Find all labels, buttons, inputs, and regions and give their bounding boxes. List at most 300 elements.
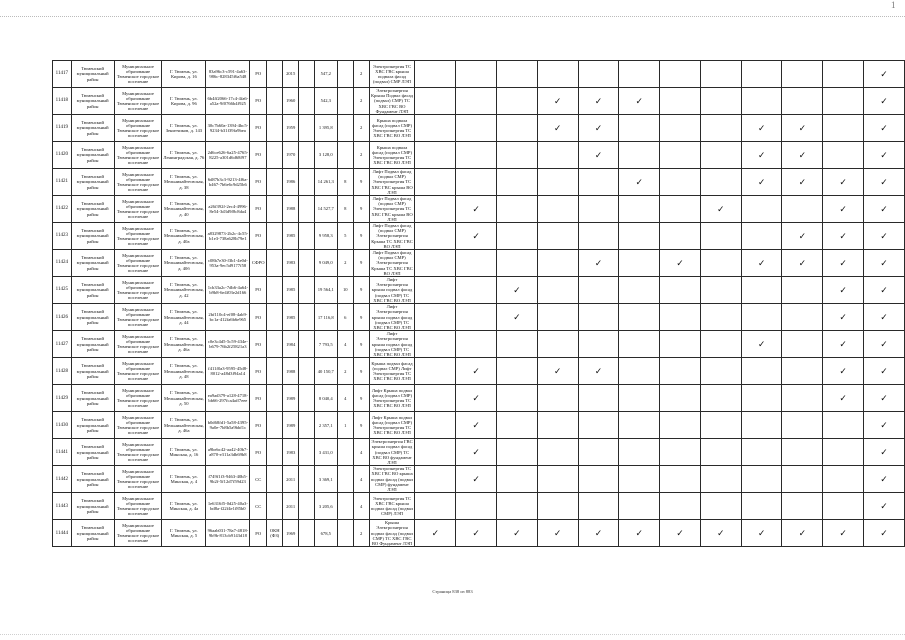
cell-rent — [267, 223, 283, 250]
cell-blank — [299, 250, 315, 277]
check-mark-icon: ✓ — [594, 365, 603, 376]
tick-cell-4 — [537, 331, 578, 358]
tick-cell-11 — [823, 358, 864, 385]
check-mark-icon: ✓ — [635, 176, 644, 187]
tick-cell-11 — [823, 115, 864, 142]
tick-cell-5 — [578, 412, 619, 439]
tick-cell-3 — [497, 115, 538, 142]
check-mark-icon: ✓ — [757, 176, 766, 187]
tick-cell-10 — [782, 385, 823, 412]
tick-cell-11 — [823, 142, 864, 169]
cell-blank — [299, 115, 315, 142]
tick-cell-1 — [415, 169, 456, 196]
cell-blank — [299, 358, 315, 385]
tick-cell-8 — [700, 520, 741, 547]
cell-area: 9 049,0 — [314, 250, 337, 277]
tick-cell-12 — [864, 61, 905, 88]
cell-address: Г. Тюмень, ул. Мельникайтесвская, д. 42 — [162, 277, 206, 304]
check-mark-icon: ✓ — [676, 257, 684, 268]
tick-cell-2 — [456, 304, 497, 331]
cell-area: 3 431,0 — [314, 439, 337, 466]
cell-floors — [337, 61, 353, 88]
tick-cell-10 — [782, 169, 823, 196]
check-mark-icon: ✓ — [880, 230, 888, 241]
cell-works: Лифт Электроэнергия крыша подвал фасад (подвал СМР) ТС ХВС ГВС ВО ЛЭП — [369, 304, 415, 331]
tick-cell-7 — [660, 223, 701, 250]
cell-form: РО — [250, 412, 267, 439]
cell-floors — [337, 88, 353, 115]
cell-year: 1983 — [283, 439, 299, 466]
check-mark-icon: ✓ — [880, 176, 888, 187]
cell-form: РО — [250, 88, 267, 115]
tick-cell-4 — [537, 142, 578, 169]
cell-blank — [299, 331, 315, 358]
cell-guid: f411f0a3-9595-45d8-8012-a48d3f94a14 — [206, 358, 250, 385]
tick-cell-2 — [456, 250, 497, 277]
tick-cell-9 — [741, 196, 782, 223]
cell-address: Г. Тюмень, ул. Мельникайтесвская, д. 40б — [162, 250, 206, 277]
cell-form: РО — [250, 142, 267, 169]
check-mark-icon: ✓ — [880, 446, 888, 457]
tick-cell-9 — [741, 358, 782, 385]
tick-cell-2 — [456, 493, 497, 520]
cell-year: 2011 — [283, 493, 299, 520]
cell-district: Тюменский муниципальный район — [71, 196, 114, 223]
tick-cell-1 — [415, 250, 456, 277]
cell-blank — [299, 304, 315, 331]
cell-owner: Муниципальное образование Тюменское городское поселение — [114, 61, 162, 88]
check-mark-icon: ✓ — [839, 284, 847, 295]
tick-cell-7 — [660, 115, 701, 142]
cell-form: РО — [250, 115, 267, 142]
cell-blank — [299, 88, 315, 115]
cell-blank — [299, 169, 315, 196]
cell-id: 11429 — [53, 385, 72, 412]
tick-cell-1 — [415, 412, 456, 439]
check-mark-icon: ✓ — [839, 203, 847, 214]
tick-cell-2 — [456, 358, 497, 385]
tick-cell-2 — [456, 115, 497, 142]
cell-floors: 8 — [337, 196, 353, 223]
cell-id: 11428 — [53, 358, 72, 385]
tick-cell-8 — [700, 196, 741, 223]
cell-guid: a9bebc42-aa42-40b7-a870-e311a3db69b8 — [206, 439, 250, 466]
tick-cell-9 — [741, 304, 782, 331]
cell-floors: 8 — [337, 169, 353, 196]
check-mark-icon: ✓ — [757, 122, 766, 133]
tick-cell-11 — [823, 385, 864, 412]
tick-cell-10 — [782, 520, 823, 547]
cell-owner: Муниципальное образование Тюменское городское поселение — [114, 439, 162, 466]
tick-cell-6 — [619, 115, 660, 142]
tick-cell-10 — [782, 196, 823, 223]
check-mark-icon: ✓ — [757, 257, 766, 268]
tick-cell-1 — [415, 466, 456, 493]
tick-cell-5 — [578, 142, 619, 169]
tick-cell-10 — [782, 88, 823, 115]
tick-cell-6 — [619, 196, 660, 223]
tick-cell-1 — [415, 196, 456, 223]
cell-year: 1988 — [283, 196, 299, 223]
tick-cell-4 — [537, 385, 578, 412]
tick-cell-9 — [741, 277, 782, 304]
tick-cell-2 — [456, 520, 497, 547]
tick-cell-6 — [619, 277, 660, 304]
check-mark-icon: ✓ — [880, 473, 888, 484]
cell-form: РО — [250, 61, 267, 88]
tick-cell-10 — [782, 223, 823, 250]
tick-cell-11 — [823, 196, 864, 223]
tick-cell-3 — [497, 88, 538, 115]
check-mark-icon: ✓ — [880, 338, 888, 349]
cell-rent — [267, 331, 283, 358]
cell-year: 1983 — [283, 250, 299, 277]
check-mark-icon: ✓ — [472, 527, 480, 538]
cell-address: Г. Тюмень, ул. Кирова, д. 96 — [162, 88, 206, 115]
cell-district: Тюменский муниципальный район — [71, 304, 114, 331]
table-row — [53, 520, 905, 547]
table-row — [53, 493, 905, 520]
cell-floors: 4 — [337, 385, 353, 412]
cell-works: Крыша подвала фасад (подвал СМР) Электроэнергия ТС ХВС ГВС ВО ЛЭП — [369, 142, 415, 169]
cell-guid: 1e6316f5-0d25-40a3-bd8a-f22f4e1f85b0 — [206, 493, 250, 520]
cell-id: 11426 — [53, 304, 72, 331]
check-mark-icon: ✓ — [472, 446, 480, 457]
cell-rent — [267, 169, 283, 196]
tick-cell-12 — [864, 304, 905, 331]
cell-entrances: 9 — [353, 385, 369, 412]
check-mark-icon: ✓ — [676, 527, 684, 538]
tick-cell-5 — [578, 439, 619, 466]
cell-form: РО — [250, 331, 267, 358]
check-mark-icon: ✓ — [513, 311, 521, 322]
tick-cell-10 — [782, 277, 823, 304]
check-mark-icon: ✓ — [513, 284, 521, 295]
cell-floors — [337, 493, 353, 520]
cell-entrances: 2 — [353, 61, 369, 88]
cell-id: 11422 — [53, 196, 72, 223]
cell-floors — [337, 466, 353, 493]
tick-cell-8 — [700, 304, 741, 331]
tick-cell-8 — [700, 115, 741, 142]
cell-rent — [267, 385, 283, 412]
cell-address: Г. Тюмень, ул. Ленинградская, д. 76 — [162, 142, 206, 169]
table-row — [53, 169, 905, 196]
tick-cell-6 — [619, 385, 660, 412]
cell-address: Г. Тюмень, ул. Мельникайтесвская, д. 46а — [162, 331, 206, 358]
cell-floors: 2 — [337, 250, 353, 277]
check-mark-icon: ✓ — [839, 257, 847, 268]
tick-cell-8 — [700, 250, 741, 277]
tick-cell-12 — [864, 358, 905, 385]
tick-cell-8 — [700, 493, 741, 520]
check-mark-icon: ✓ — [717, 527, 725, 538]
tick-cell-10 — [782, 439, 823, 466]
tick-cell-4 — [537, 250, 578, 277]
tick-cell-12 — [864, 88, 905, 115]
cell-owner: Муниципальное образование Тюменское городское поселение — [114, 277, 162, 304]
tick-cell-10 — [782, 412, 823, 439]
tick-cell-7 — [660, 385, 701, 412]
cell-form: РО — [250, 520, 267, 547]
tick-cell-3 — [497, 331, 538, 358]
tick-cell-6 — [619, 88, 660, 115]
cell-district: Тюменский муниципальный район — [71, 520, 114, 547]
cell-floors: 6 — [337, 304, 353, 331]
tick-cell-7 — [660, 412, 701, 439]
table-row — [53, 385, 905, 412]
tick-cell-10 — [782, 331, 823, 358]
tick-cell-7 — [660, 250, 701, 277]
tick-cell-5 — [578, 115, 619, 142]
cell-id: 11417 — [53, 61, 72, 88]
tick-cell-1 — [415, 142, 456, 169]
cell-guid: 2d6ce626-6a25-4765-8225-a301d6d68f97 — [206, 142, 250, 169]
cell-address: Г. Тюмень, ул. Минская, д. 16 — [162, 439, 206, 466]
cell-year: 1984 — [283, 331, 299, 358]
tick-cell-8 — [700, 223, 741, 250]
cell-year: 1985 — [283, 223, 299, 250]
cell-form: РО — [250, 277, 267, 304]
tick-cell-7 — [660, 304, 701, 331]
table-row — [53, 439, 905, 466]
cell-works: Лифт Крыша подвал фасад (подвал СМР) Электроэнергия ТС ХВС ГВС ВО ЛЭП — [369, 412, 415, 439]
tick-cell-9 — [741, 61, 782, 88]
cell-address: Г. Тюмень, ул. Мельникайтесвская, д. 46а — [162, 412, 206, 439]
check-mark-icon: ✓ — [472, 473, 480, 484]
cell-guid: ea9ad379-a128-4718-bb66-297fca4aff7eee — [206, 385, 250, 412]
tick-cell-7 — [660, 493, 701, 520]
cell-floors: 10 — [337, 277, 353, 304]
check-mark-icon: ✓ — [594, 257, 603, 268]
cell-guid: 30c7b60a-1394-4bc5-9234-b31f39fa9bea — [206, 115, 250, 142]
cell-works: Крыша Электроэнергия подвал фасад (подвал СМР) ТС ХВС ГВС ВО Фундамент ЛЭП — [370, 520, 414, 546]
tick-cell-10 — [782, 493, 823, 520]
tick-cell-4 — [537, 61, 578, 88]
cell-district: Тюменский муниципальный район — [71, 466, 114, 493]
cell-works: Лифт Подвал фасад (подвал СМР) Электроэнергия ТС ХВС ГВС крыша ВО ЛЭП — [369, 169, 415, 196]
tick-cell-3 — [497, 466, 538, 493]
check-mark-icon: ✓ — [839, 392, 847, 403]
tick-cell-8 — [700, 169, 741, 196]
tick-cell-6 — [619, 142, 660, 169]
tick-cell-6 — [619, 520, 660, 547]
cell-guid: a26f392f-2ec4-4996-8e54-3d3d9f8c8da4 — [206, 196, 250, 223]
tick-cell-2 — [456, 169, 497, 196]
tick-cell-9 — [741, 88, 782, 115]
tick-cell-8 — [700, 142, 741, 169]
tick-cell-8 — [700, 439, 741, 466]
cell-rent: ОКН (ФЗ) — [267, 520, 283, 547]
cell-entrances: 2 — [353, 88, 369, 115]
tick-cell-10 — [782, 250, 823, 277]
tick-cell-5 — [578, 331, 619, 358]
tick-cell-6 — [619, 439, 660, 466]
cell-owner: Муниципальное образование Тюменское городское поселение — [114, 250, 162, 277]
tick-cell-3 — [497, 520, 538, 547]
tick-cell-2 — [456, 277, 497, 304]
tick-cell-1 — [415, 493, 456, 520]
table-row — [53, 88, 905, 115]
tick-cell-7 — [660, 61, 701, 88]
tick-cell-1 — [415, 385, 456, 412]
check-mark-icon: ✓ — [798, 149, 807, 160]
table-row — [53, 223, 905, 250]
cell-rent — [267, 142, 283, 169]
page-corner-mark: 1 — [891, 0, 896, 10]
check-mark-icon: ✓ — [594, 95, 603, 106]
cell-year: 1986 — [283, 169, 299, 196]
check-mark-icon: ✓ — [798, 122, 807, 133]
table-row — [53, 250, 905, 277]
cell-district: Тюменский муниципальный район — [71, 439, 114, 466]
tick-cell-7 — [660, 277, 701, 304]
tick-cell-9 — [741, 466, 782, 493]
tick-cell-9 — [741, 439, 782, 466]
tick-cell-5 — [578, 520, 619, 547]
tick-cell-10 — [782, 61, 823, 88]
cell-rent — [267, 88, 283, 115]
check-mark-icon: ✓ — [757, 527, 766, 538]
check-mark-icon: ✓ — [553, 95, 562, 106]
check-mark-icon: ✓ — [594, 149, 603, 160]
check-mark-icon: ✓ — [880, 365, 888, 376]
tick-cell-7 — [660, 169, 701, 196]
cell-rent — [267, 358, 283, 385]
tick-cell-2 — [456, 142, 497, 169]
tick-cell-5 — [578, 250, 619, 277]
tick-cell-7 — [660, 88, 701, 115]
tick-cell-11 — [823, 277, 864, 304]
cell-guid: 96aab031-78a7-4818-9b9b-813cb9143d18 — [206, 520, 250, 547]
cell-address: Г. Тюмень, ул. Мельникайтесвская, д. 44 — [162, 304, 206, 331]
tick-cell-10 — [782, 115, 823, 142]
cell-owner: Муниципальное образование Тюменское городское поселение — [114, 196, 162, 223]
check-mark-icon: ✓ — [798, 176, 807, 187]
check-mark-icon: ✓ — [880, 95, 888, 106]
cell-works: Лифт Электроэнергия крыша подвал фасад (подвал СМР) ТС ХВС ГВС ВО ЛЭП — [369, 277, 415, 304]
tick-cell-3 — [497, 61, 538, 88]
tick-cell-8 — [700, 277, 741, 304]
cell-district: Тюменский муниципальный район — [71, 385, 114, 412]
cell-id: 11427 — [53, 331, 72, 358]
check-mark-icon: ✓ — [880, 203, 888, 214]
tick-cell-12 — [864, 412, 905, 439]
cell-address: Г. Тюмень, ул. Минская, д. 5 — [162, 520, 206, 547]
cell-form: СС — [250, 466, 267, 493]
page-footer: Страница 838 из 883 — [432, 589, 473, 594]
tick-cell-1 — [415, 439, 456, 466]
check-mark-icon: ✓ — [513, 527, 521, 538]
cell-address: Г. Тюмень, ул. Зенитчиков, д. 143 — [162, 115, 206, 142]
cell-blank — [299, 142, 315, 169]
cell-year: 1989 — [283, 385, 299, 412]
cell-area: 3 205,6 — [314, 493, 337, 520]
tick-cell-9 — [741, 412, 782, 439]
cell-owner: Муниципальное образование Тюменское городское поселение — [114, 331, 162, 358]
housing-register-table — [52, 60, 905, 547]
cell-district: Тюменский муниципальный район — [71, 88, 114, 115]
cell-guid: c08b7e30-f3b1-4e0d-953a-9ec5d9177f58 — [206, 250, 250, 277]
cell-entrances: 9 — [353, 358, 369, 385]
tick-cell-7 — [660, 331, 701, 358]
scan-top-line — [0, 16, 905, 17]
cell-floors — [337, 520, 353, 547]
tick-cell-5 — [578, 88, 619, 115]
cell-id: 11441 — [53, 439, 72, 466]
tick-cell-1 — [415, 304, 456, 331]
cell-works: Электроэнергия ТС ХВС ГВС крыша подвал фасад (подвал СМР) ЛЭП — [369, 493, 415, 520]
tick-cell-4 — [537, 88, 578, 115]
tick-cell-5 — [578, 223, 619, 250]
check-mark-icon: ✓ — [798, 257, 807, 268]
cell-area: 3 369,1 — [314, 466, 337, 493]
cell-district: Тюменский муниципальный район — [71, 223, 114, 250]
check-mark-icon: ✓ — [880, 257, 888, 268]
cell-id: 11423 — [53, 223, 72, 250]
tick-cell-6 — [619, 331, 660, 358]
cell-entrances: 9 — [353, 277, 369, 304]
tick-cell-7 — [660, 520, 701, 547]
cell-rent — [267, 466, 283, 493]
tick-cell-6 — [619, 412, 660, 439]
tick-cell-12 — [864, 520, 905, 547]
tick-cell-4 — [537, 115, 578, 142]
tick-cell-12 — [864, 115, 905, 142]
cell-guid: a8329873-2b2c-4c55-b1e3-738a628b79e1 — [206, 223, 250, 250]
cell-address: Г. Тюмень, ул. Минская, д. 4 — [162, 466, 206, 493]
cell-area: 678,5 — [314, 520, 337, 547]
tick-cell-4 — [537, 277, 578, 304]
cell-owner: Муниципальное образование Тюменское городское поселение — [114, 466, 162, 493]
cell-address: Г. Тюмень, ул. Мельникайтесвская, д. 48 — [162, 358, 206, 385]
tick-cell-7 — [660, 142, 701, 169]
table-row — [53, 115, 905, 142]
cell-rent — [267, 196, 283, 223]
cell-entrances: 9 — [353, 223, 369, 250]
cell-entrances: 9 — [353, 250, 369, 277]
table-row — [53, 277, 905, 304]
tick-cell-8 — [700, 412, 741, 439]
tick-cell-11 — [823, 412, 864, 439]
cell-blank — [299, 277, 315, 304]
cell-address: Г. Тюмень, ул. Мельникайтесвская, д. 40а — [162, 223, 206, 250]
tick-cell-3 — [497, 493, 538, 520]
tick-cell-10 — [782, 304, 823, 331]
cell-area: 547,2 — [314, 61, 337, 88]
cell-blank — [299, 223, 315, 250]
cell-works: Крыша подвала фасад (подвал СМР) Электроэнергия ТС ХВС ГВС ВО ЛЭП — [369, 115, 415, 142]
check-mark-icon: ✓ — [798, 527, 807, 538]
check-mark-icon: ✓ — [635, 95, 644, 106]
cell-works: Электроэнергия ТС ХВС ГВС ВО крыша подвал фасад (подвал СМР) фундамент ЛЭП — [370, 466, 414, 492]
check-mark-icon: ✓ — [839, 527, 847, 538]
tick-cell-1 — [415, 61, 456, 88]
tick-cell-10 — [782, 358, 823, 385]
tick-cell-5 — [578, 169, 619, 196]
tick-cell-12 — [864, 277, 905, 304]
tick-cell-3 — [497, 412, 538, 439]
check-mark-icon: ✓ — [839, 230, 847, 241]
cell-blank — [299, 61, 315, 88]
check-mark-icon: ✓ — [880, 392, 888, 403]
cell-guid: b0d68fd1-5a58-4395-9a0e-7b8b5a9bbf1c — [206, 412, 250, 439]
cell-works: Электроэнергия ГВС крыша подвал фасад (подвал СМР) ТС ХВС ВО фундамент ЛЭП — [369, 439, 415, 466]
check-mark-icon: ✓ — [839, 176, 847, 187]
cell-owner: Муниципальное образование Тюменское городское поселение — [114, 142, 162, 169]
cell-year: 1985 — [283, 304, 299, 331]
table-row — [53, 358, 905, 385]
